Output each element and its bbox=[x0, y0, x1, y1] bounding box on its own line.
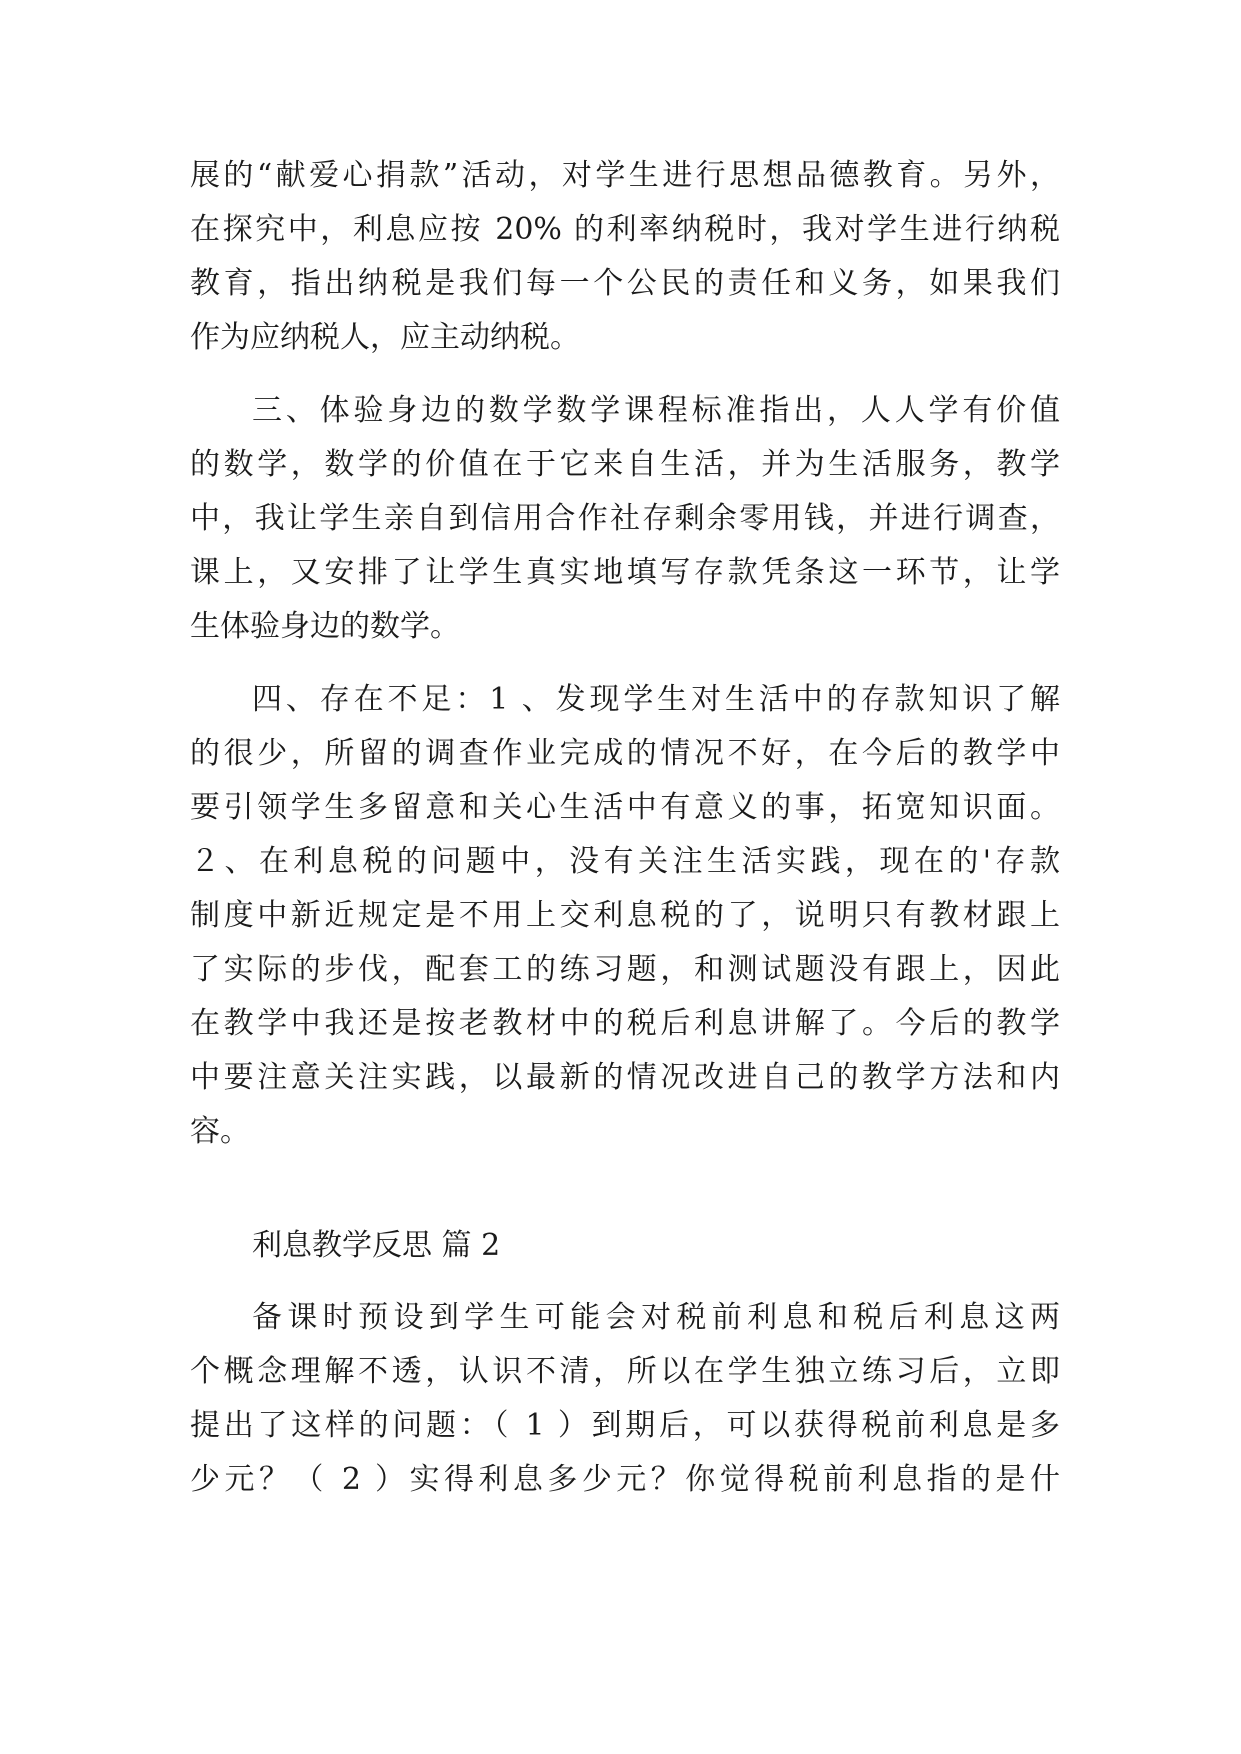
paragraph-line: 了实际的步伐，配套工的练习题，和测试题没有跟上，因此 bbox=[190, 952, 1060, 987]
paragraph-line: 备课时预设到学生可能会对税前利息和税后利息这两 bbox=[252, 1300, 1060, 1335]
paragraph-line: 课上，又安排了让学生真实地填写存款凭条这一环节，让学 bbox=[190, 555, 1060, 590]
paragraph-line: 在探究中，利息应按 20% 的利率纳税时，我对学生进行纳税 bbox=[190, 212, 1060, 247]
paragraph-line: 三、体验身边的数学数学课程标准指出，人人学有价值 bbox=[252, 393, 1060, 428]
paragraph-line: 少元？（ 2 ）实得利息多少元？你觉得税前利息指的是什 bbox=[190, 1462, 1060, 1497]
paragraph-line: ２、在利息税的问题中，没有关注生活实践，现在的'存款 bbox=[190, 844, 1060, 879]
paragraph-line: 中，我让学生亲自到信用合作社存剩余零用钱，并进行调查， bbox=[190, 501, 1060, 536]
paragraph-line: 生体验身边的数学。 bbox=[190, 609, 460, 644]
paragraph-line: 展的“献爱心捐款”活动，对学生进行思想品德教育。另外， bbox=[190, 158, 1060, 193]
paragraph-line: 在教学中我还是按老教材中的税后利息讲解了。今后的教学 bbox=[190, 1006, 1060, 1041]
paragraph-line: 要引领学生多留意和关心生活中有意义的事，拓宽知识面。 bbox=[190, 790, 1060, 825]
paragraph-line: 的数学，数学的价值在于它来自生活，并为生活服务，教学 bbox=[190, 447, 1060, 482]
paragraph-line: 四、存在不足：1 、发现学生对生活中的存款知识了解 bbox=[252, 682, 1060, 717]
section-heading: 利息教学反思 篇 2 bbox=[252, 1228, 501, 1263]
paragraph-line: 作为应纳税人，应主动纳税。 bbox=[190, 320, 580, 355]
paragraph-line: 提出了这样的问题：（ 1 ）到期后，可以获得税前利息是多 bbox=[190, 1408, 1060, 1443]
paragraph-line: 教育，指出纳税是我们每一个公民的责任和义务，如果我们 bbox=[190, 266, 1060, 301]
paragraph-line: 制度中新近规定是不用上交利息税的了，说明只有教材跟上 bbox=[190, 898, 1060, 933]
paragraph-line: 中要注意关注实践，以最新的情况改进自己的教学方法和内 bbox=[190, 1060, 1060, 1095]
paragraph-line: 容。 bbox=[190, 1114, 250, 1149]
paragraph-line: 的很少，所留的调查作业完成的情况不好，在今后的教学中 bbox=[190, 736, 1060, 771]
paragraph-line: 个概念理解不透，认识不清，所以在学生独立练习后，立即 bbox=[190, 1354, 1060, 1389]
